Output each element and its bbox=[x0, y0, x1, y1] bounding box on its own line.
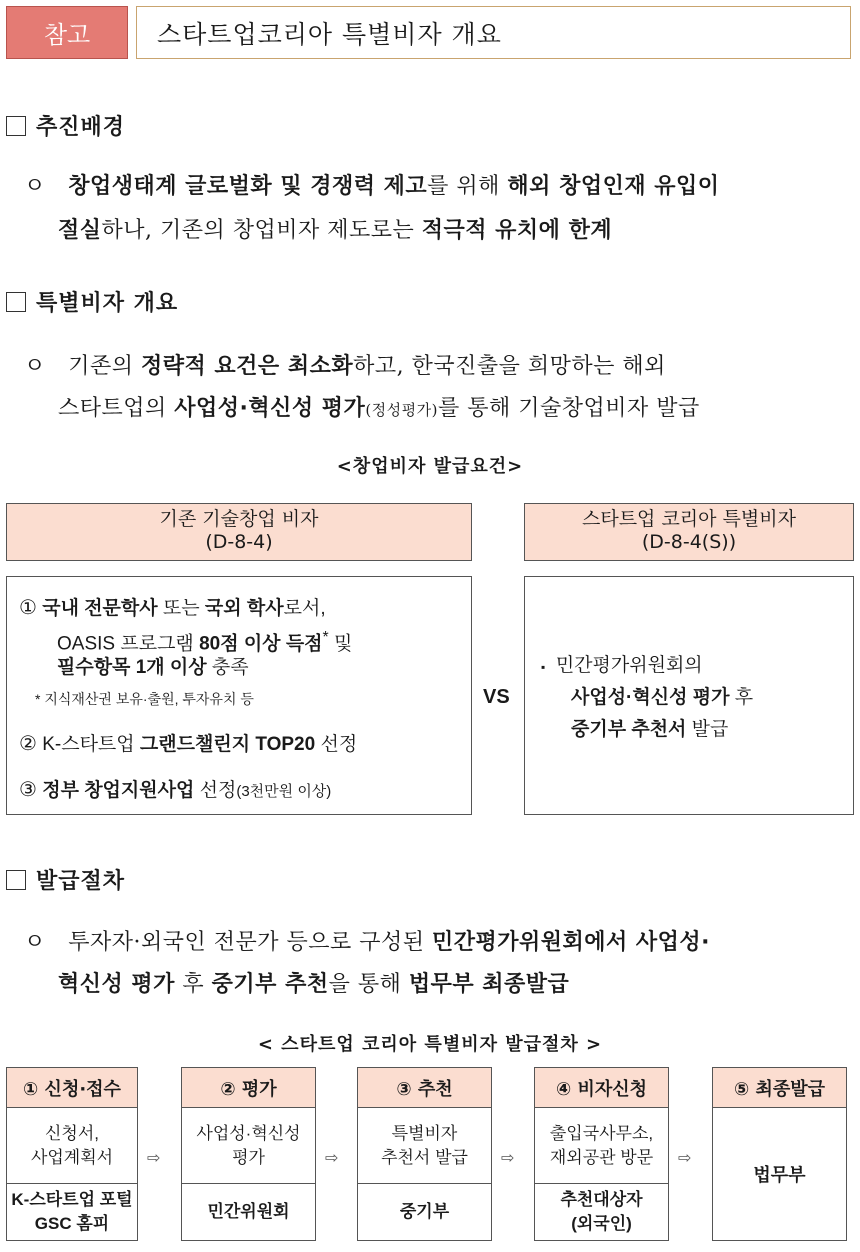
special-visa-header bbox=[524, 503, 854, 561]
text-bold: 사업성·혁신성 평가 bbox=[571, 687, 730, 708]
step-recommendation bbox=[357, 1067, 492, 1241]
text: 선정 bbox=[315, 734, 358, 755]
desc-line: 특별비자 bbox=[391, 1123, 458, 1143]
desc-line: 출입국사무소, bbox=[549, 1123, 654, 1143]
desc-line: 평가 bbox=[232, 1147, 265, 1167]
step-evaluation bbox=[181, 1067, 316, 1241]
desc-line: 사업계획서 bbox=[30, 1147, 114, 1167]
text-bold: 필수항목 1개 이상 bbox=[57, 657, 207, 678]
requirement-2 bbox=[19, 729, 357, 759]
vs-label: VS bbox=[483, 686, 510, 708]
text-bold: 중기부 추천서 bbox=[571, 719, 687, 740]
document-title: 스타트업코리아 특별비자 개요 bbox=[136, 6, 851, 59]
heading-text: 발급절차 bbox=[36, 869, 126, 894]
step-organization bbox=[358, 1184, 491, 1240]
step-visa-application bbox=[534, 1067, 669, 1241]
heading-text: 특별비자 개요 bbox=[36, 291, 179, 316]
step-final-issuance bbox=[712, 1067, 847, 1241]
text: 또는 bbox=[157, 598, 205, 619]
text: 충족 bbox=[206, 657, 249, 678]
text-small: (정성평가) bbox=[365, 401, 438, 419]
text: 를 위해 bbox=[427, 174, 508, 199]
number-icon: ① bbox=[19, 595, 37, 619]
overview-line-2 bbox=[58, 394, 700, 425]
org-line: GSC 홈피 bbox=[34, 1214, 110, 1233]
desc-line: 사업성·혁신성 bbox=[196, 1123, 301, 1143]
arrow-right-icon: ⇨ bbox=[501, 1148, 515, 1167]
text: 하고, 한국진출을 희망하는 해외 bbox=[353, 354, 666, 379]
step-title: ⑤ 최종발급 bbox=[713, 1068, 846, 1108]
header-line: 스타트업 코리아 특별비자 bbox=[582, 508, 796, 530]
org-line: 추천대상자 bbox=[560, 1190, 643, 1209]
background-line-1 bbox=[24, 172, 720, 202]
step-description bbox=[182, 1108, 315, 1184]
step-title: ② 평가 bbox=[182, 1068, 315, 1108]
footnote-mark: * bbox=[322, 629, 329, 646]
requirement-3 bbox=[19, 775, 331, 806]
org-line: 중기부 bbox=[399, 1202, 450, 1221]
text: 후 bbox=[174, 972, 212, 997]
text-bold: 절실 bbox=[58, 218, 102, 243]
desc-line: 추천서 발급 bbox=[381, 1147, 468, 1167]
text-bold: 혁신성 평가 bbox=[58, 972, 175, 997]
text-bold: 창업생태계 글로벌화 및 경쟁력 제고 bbox=[68, 174, 428, 199]
special-requirement-line-1 bbox=[541, 651, 703, 682]
text: 를 통해 기술창업비자 발급 bbox=[437, 396, 700, 421]
text-bold: 80점 이상 득점 bbox=[199, 633, 323, 655]
text: 투자자·외국인 전문가 등으로 구성된 bbox=[68, 930, 432, 955]
org-line: 민간위원회 bbox=[207, 1202, 290, 1221]
org-line: K-스타트업 포털 bbox=[11, 1190, 133, 1209]
header-line: (D-8-4(S)) bbox=[641, 531, 737, 553]
text-bold: 중기부 추천 bbox=[211, 972, 329, 997]
org-line: (외국인) bbox=[571, 1214, 632, 1233]
step-description bbox=[535, 1108, 668, 1184]
procedure-line-1 bbox=[24, 928, 710, 958]
text-bold: 정략적 요건은 최소화 bbox=[141, 354, 354, 379]
section-heading-overview bbox=[6, 286, 178, 317]
step-organization bbox=[7, 1184, 137, 1240]
existing-visa-header bbox=[6, 503, 472, 561]
text-bold: 사업성·혁신성 평가 bbox=[174, 396, 366, 421]
text-bold: 국내 전문학사 bbox=[42, 598, 158, 619]
requirement-1-line-1 bbox=[19, 593, 326, 623]
text-bold: 법무부 최종발급 bbox=[408, 972, 570, 997]
text: 후 bbox=[729, 687, 754, 708]
text: 로서, bbox=[283, 598, 326, 619]
text-bold: 정부 창업지원사업 bbox=[42, 780, 195, 801]
number-icon: ③ bbox=[19, 777, 37, 801]
text: 선정 bbox=[194, 780, 237, 801]
arrow-right-icon: ⇨ bbox=[147, 1148, 161, 1167]
text-bold: 민간평가위원회에서 사업성· bbox=[432, 930, 711, 955]
requirements-caption: <창업비자 발급요건> bbox=[336, 456, 524, 477]
reference-tag: 참고 bbox=[6, 6, 128, 59]
overview-line-1 bbox=[24, 352, 666, 382]
checkbox-square-icon bbox=[6, 292, 26, 312]
bullet-icon: ㅇ bbox=[24, 930, 46, 955]
section-heading-background bbox=[6, 110, 125, 141]
number-icon: ② bbox=[19, 731, 37, 755]
text-small: (3천만원 이상) bbox=[236, 783, 332, 800]
procedure-line-2 bbox=[58, 970, 569, 1000]
section-heading-procedure bbox=[6, 864, 125, 895]
step-title: ① 신청·접수 bbox=[7, 1068, 137, 1108]
header-line: 기존 기술창업 비자 bbox=[159, 508, 319, 530]
checkbox-square-icon bbox=[6, 870, 26, 890]
text-bold: 그랜드챌린지 TOP20 bbox=[139, 734, 316, 755]
text: 스타트업의 bbox=[58, 396, 175, 421]
checkbox-square-icon bbox=[6, 116, 26, 136]
text: 기존의 bbox=[68, 354, 141, 379]
heading-text: 추진배경 bbox=[36, 115, 126, 140]
text: 민간평가위원회의 bbox=[555, 655, 703, 676]
desc-line: 신청서, bbox=[45, 1123, 99, 1143]
step-title: ④ 비자신청 bbox=[535, 1068, 668, 1108]
text-bold: 국외 학사 bbox=[204, 598, 284, 619]
special-requirement-line-2 bbox=[571, 683, 753, 712]
special-requirement-line-3 bbox=[571, 715, 728, 744]
existing-visa-requirements bbox=[6, 576, 472, 815]
procedure-caption: < 스타트업 코리아 특별비자 발급절차 > bbox=[257, 1034, 603, 1055]
header-line: (D-8-4) bbox=[205, 531, 273, 553]
step-organization bbox=[182, 1184, 315, 1240]
step-application bbox=[6, 1067, 138, 1241]
text-bold: 해외 창업인재 유입이 bbox=[507, 174, 720, 199]
arrow-right-icon: ⇨ bbox=[325, 1148, 339, 1167]
special-visa-requirements bbox=[524, 576, 854, 815]
desc-line: 재외공관 방문 bbox=[549, 1147, 654, 1167]
bullet-icon: ㅇ bbox=[24, 354, 46, 379]
step-description bbox=[358, 1108, 491, 1184]
text: 및 bbox=[328, 633, 353, 655]
text: 발급 bbox=[686, 719, 729, 740]
text: 하나, 기존의 창업비자 제도로는 bbox=[101, 218, 422, 243]
step-description bbox=[7, 1108, 137, 1184]
text: OASIS 프로그램 bbox=[57, 633, 200, 655]
text: 을 통해 bbox=[328, 972, 409, 997]
text-bold: 적극적 유치에 한계 bbox=[421, 218, 613, 243]
requirement-footnote: * 지식재산권 보유·출원, 투자유치 등 bbox=[35, 691, 254, 707]
arrow-right-icon: ⇨ bbox=[678, 1148, 692, 1167]
step-organization bbox=[535, 1184, 668, 1240]
square-bullet-icon: ▪ bbox=[541, 660, 546, 674]
text: K-스타트업 bbox=[36, 734, 140, 755]
step-title: ③ 추천 bbox=[358, 1068, 491, 1108]
step-organization: 법무부 bbox=[753, 1165, 806, 1185]
bullet-icon: ㅇ bbox=[24, 174, 46, 199]
requirement-1-line-3 bbox=[57, 653, 249, 682]
background-line-2 bbox=[58, 216, 612, 246]
